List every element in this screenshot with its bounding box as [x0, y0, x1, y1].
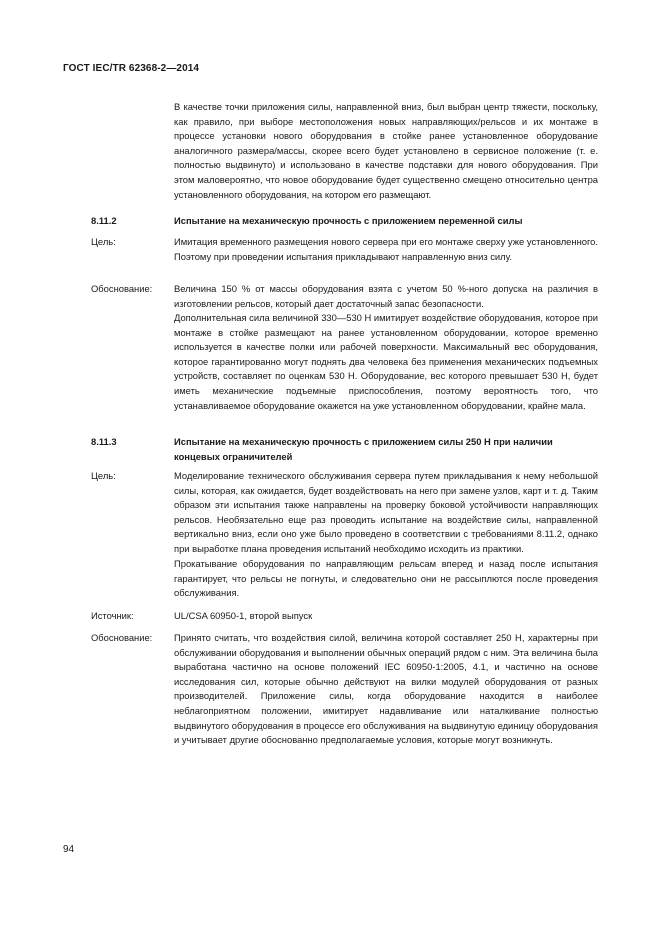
basis-text-1: Величина 150 % от массы оборудования взята с учетом 50 %-ного допуска на различия в изготовлении рельсов, который дает достаточный запас безопасности.: [174, 283, 598, 309]
basis-label: Обоснование:: [91, 283, 153, 294]
goal-text: Имитация временного размещения нового сервера при его монтаже сверху уже установленного. Поэтому при проведении испытания прикладывают направленную вниз силу.: [174, 236, 598, 262]
goal-text-2: Прокатывание оборудования по направляющим рельсам вперед и назад после испытания гарантирует, что рельсы не погнуты, и следовательно они не рассыплются после проведения обслуживания.: [174, 558, 598, 599]
section-title-8-11-3: Испытание на механическую прочность с приложением силы 250 Н при наличии концевых ограничителей: [174, 436, 553, 462]
source-label: Источник:: [91, 610, 134, 621]
section-title-8-11-2: Испытание на механическую прочность с приложением переменной силы: [174, 215, 523, 226]
goal-label: Цель:: [91, 470, 116, 481]
section-number-8-11-3: 8.11.3: [91, 436, 117, 447]
goal-label: Цель:: [91, 236, 116, 247]
source-text: UL/CSA 60950-1, второй выпуск: [174, 610, 313, 621]
intro-paragraph: В качестве точки приложения силы, направленной вниз, был выбран центр тяжести, поскольку, как правило, при выборе местоположения новых направляющих/рельсов и их монтаже в процессе установки нового оборудования в стойке ранее установленное оборудование аналогичного размера/массы, скорее всего будет установлено в сервисное положение (т. е. полностью выдвинуто) и использовано в качестве подставки для нового оборудования. При этом маловероятно, что новое оборудование будет существенно смещено относительно центра установленного оборудования, на котором его размещают.: [174, 101, 598, 200]
page-number: 94: [63, 844, 75, 855]
basis-label: Обоснование:: [91, 632, 153, 643]
basis-text-2: Дополнительная сила величиной 330—530 Н имитирует воздействие оборудования, которое при монтаже в стойке размещают на ранее установленном оборудовании, которое временно используется в качестве полки или рабочей поверхности. Максимальный вес оборудования, которое гарантированно могут поднять два человека без применения механических подъемных устройств, составляет по оценкам 530 Н. Оборудование, вес которого превышает 530 Н, будет иметь механические подъемные приспособления, поэтому вероятность того, что устанавливаемое оборудование окажется на уже установленном оборудовании, крайне мала.: [174, 312, 598, 411]
section-number-8-11-2: 8.11.2: [91, 215, 117, 226]
document-header: ГОСТ IEC/TR 62368-2—2014: [63, 63, 200, 74]
basis-text: Принято считать, что воздействия силой, величина которой составляет 250 Н, характерны при обслуживании оборудования и выполнении обычных операций рядом с ним. Эта величина была выработана частично на основе положений IEC 60950-1:2005, 4.1, и частично на основе исследования сил, которые обычно действуют на вилки модулей оборудования от разных производителей. Приложение силы, когда оборудование находится в наиболее неблагоприятном положении, имитирует надавливание или наталкивание полностью выдвинутого оборудования в процессе его обслуживания на выдвинутую единицу оборудования и учитывает другие обоснованно предполагаемые условия, которые могут возникнуть.: [174, 632, 598, 746]
goal-text-1: Моделирование технического обслуживания сервера путем прикладывания к нему небольшой силы, которая, как ожидается, будет воздействовать на него при замене узлов, карт и т. д. Таким образом эти испытания также направлены на проверку боковой устойчивости направляющих рельсов. Необязательно еще раз проводить испытание на воздействие силы, направленной вертикально вниз, если оно уже было проведено в соответствии с требованиями 8.11.2, однако при выработке плана проведения испытаний необходимо исходить из практики.: [174, 470, 598, 554]
